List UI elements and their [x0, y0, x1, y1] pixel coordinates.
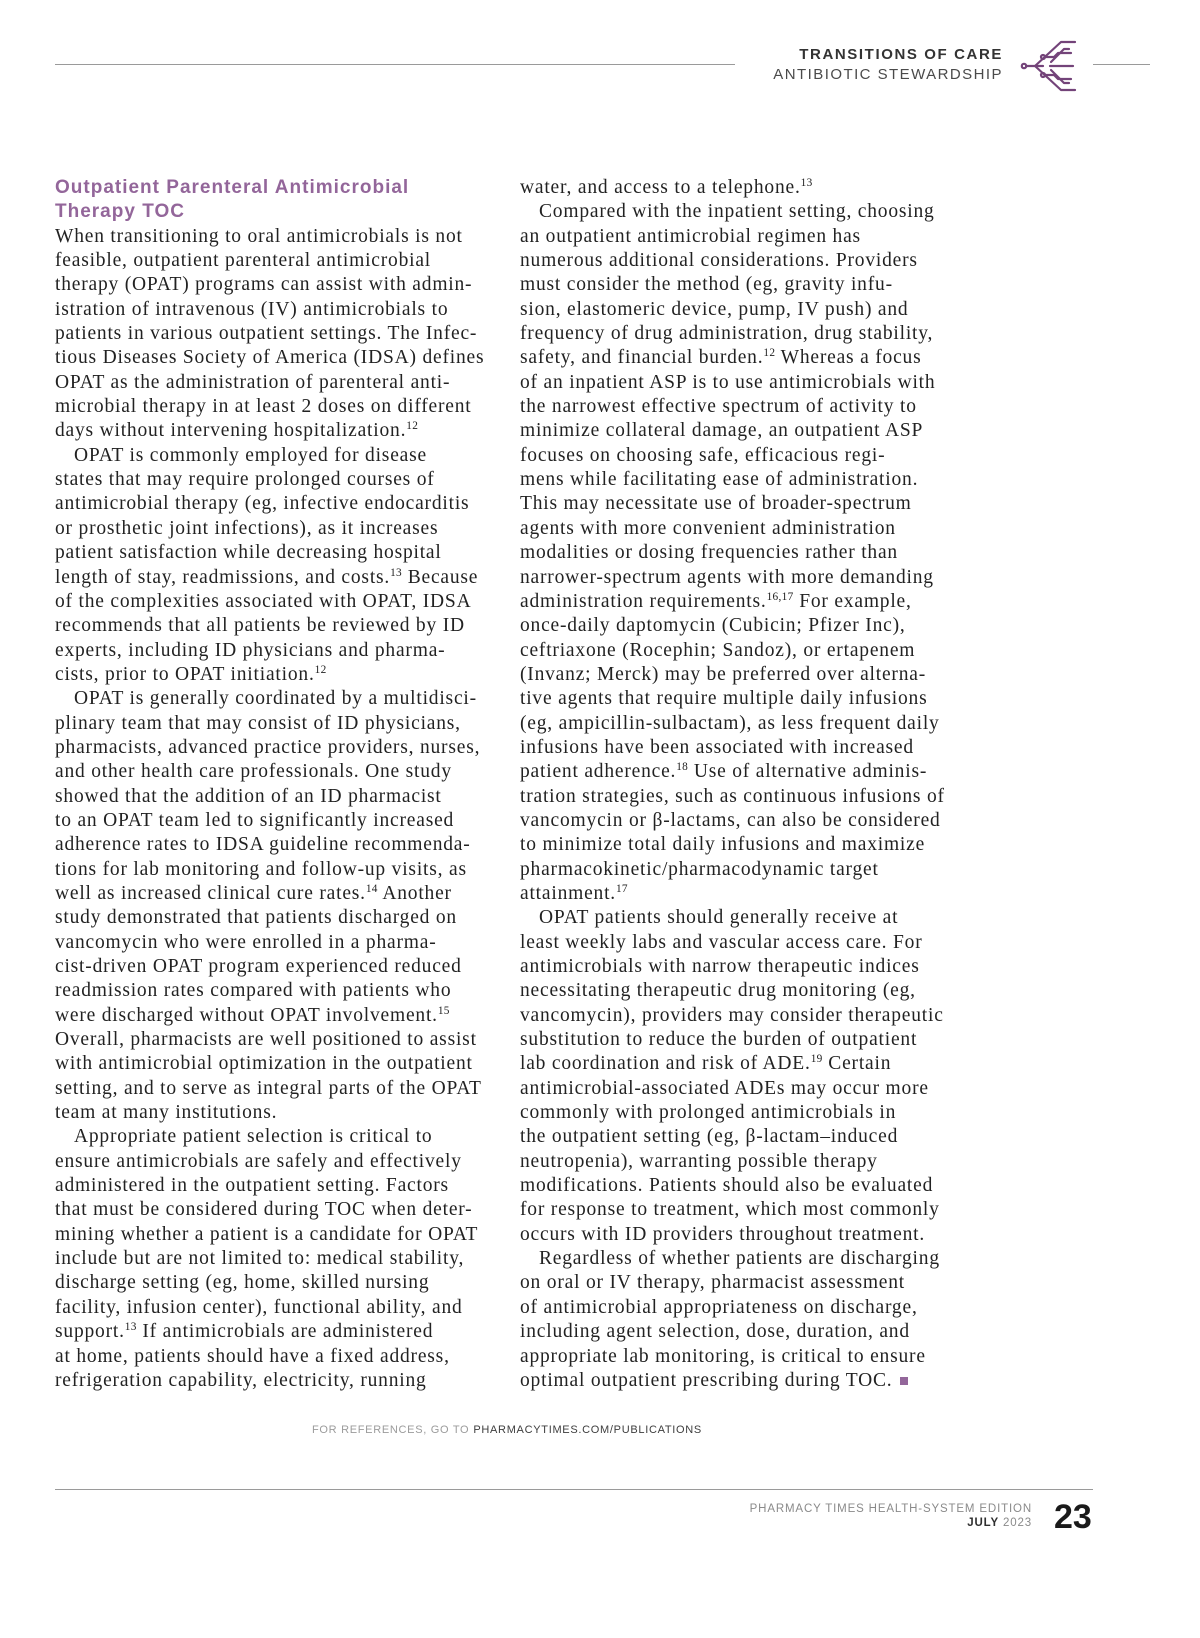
text-run: Appropriate patient selection is critical to	[74, 1126, 433, 1148]
text-run: antimicrobials with narrow therapeutic indices	[520, 956, 920, 977]
text-line	[55, 931, 505, 955]
text-line	[55, 1150, 505, 1174]
text-line	[520, 1223, 970, 1247]
text-line	[520, 517, 970, 541]
text-line	[55, 833, 505, 857]
paragraph	[55, 1125, 505, 1393]
circuit-arrow-icon	[1019, 38, 1077, 94]
text-run: When transitioning to oral antimicrobials is not	[55, 225, 463, 247]
text-line	[520, 419, 970, 443]
text-line	[55, 346, 505, 370]
text-run: modalities or dosing frequencies rather than	[520, 542, 898, 564]
text-line	[520, 833, 970, 857]
right-column	[520, 176, 970, 1393]
text-line	[520, 1052, 970, 1076]
text-run: vancomycin), providers may consider therapeutic	[520, 1004, 944, 1026]
text-run: tive agents that require multiple daily infusions	[520, 688, 928, 710]
section-heading-line: Outpatient Parenteral Antimicrobial	[55, 177, 410, 198]
text-run: cists, prior to OPAT initiation.	[55, 663, 315, 685]
text-line	[520, 979, 970, 1003]
text-line	[520, 785, 970, 809]
text-run: pharmacists, advanced practice providers, nurses,	[55, 736, 481, 758]
left-column	[55, 176, 505, 1393]
text-line	[520, 931, 970, 955]
paragraph	[55, 687, 505, 1125]
text-line	[55, 1223, 505, 1247]
text-run: Use of alternative adminis-	[688, 761, 928, 783]
text-run: cist-driven OPAT program experienced reduced	[55, 956, 462, 977]
text-line	[520, 395, 970, 419]
text-run: Certain	[822, 1053, 892, 1075]
text-run: of an inpatient ASP is to use antimicrobials with	[520, 371, 936, 393]
text-run: Because	[402, 566, 479, 588]
section-header	[773, 45, 1003, 85]
text-line	[55, 1271, 505, 1295]
text-run: infusions have been associated with increased	[520, 736, 914, 758]
text-line	[520, 541, 970, 565]
text-line	[55, 1174, 505, 1198]
references-url: PHARMACYTIMES.COM/PUBLICATIONS	[473, 1424, 702, 1436]
publication-name: PHARMACY TIMES HEALTH-SYSTEM EDITION	[749, 1503, 1032, 1515]
end-mark-square-icon	[900, 1377, 908, 1385]
text-run: substitution to reduce the burden of outpatient	[520, 1029, 918, 1051]
citation-superscript: 13	[124, 1321, 137, 1334]
citation-superscript: 18	[676, 761, 689, 774]
text-run: well as increased clinical cure rates.	[55, 882, 366, 904]
text-run: OPAT patients should generally receive at	[539, 907, 899, 929]
text-line	[520, 1125, 970, 1149]
text-line	[520, 566, 970, 590]
text-line	[55, 298, 505, 322]
text-run: microbial therapy in at least 2 doses on different	[55, 396, 472, 418]
text-line	[55, 858, 505, 882]
text-run: patient satisfaction while decreasing hospital	[55, 542, 442, 564]
text-run: the outpatient setting (eg, β-lactam–induced	[520, 1126, 899, 1148]
text-run: water, and access to a telephone.	[520, 177, 801, 198]
text-run: tious Diseases Society of America (IDSA) defines	[55, 347, 485, 369]
text-line	[55, 1125, 505, 1149]
text-line	[520, 1296, 970, 1320]
text-run: mining whether a patient is a candidate for OPAT	[55, 1223, 479, 1245]
text-line	[55, 225, 505, 249]
text-line	[520, 444, 970, 468]
text-run: on oral or IV therapy, pharmacist assessment	[520, 1272, 906, 1294]
text-line	[520, 176, 970, 200]
text-run: tions for lab monitoring and follow-up visits, as	[55, 858, 467, 880]
text-run: days without intervening hospitalization.	[55, 420, 407, 442]
text-line	[520, 1247, 970, 1271]
text-line	[520, 273, 970, 297]
citation-superscript: 13	[800, 177, 813, 189]
references-prefix: FOR REFERENCES, GO TO	[312, 1424, 470, 1436]
text-run: an outpatient antimicrobial regimen has	[520, 225, 861, 247]
text-run: (eg, ampicillin-sulbactam), as less frequent daily	[520, 712, 940, 734]
text-run: for response to treatment, which most commonly	[520, 1199, 940, 1221]
text-run: support.	[55, 1321, 125, 1343]
text-line	[520, 1271, 970, 1295]
text-line	[520, 1320, 970, 1344]
text-line	[520, 1174, 970, 1198]
text-line	[520, 906, 970, 930]
text-run: study demonstrated that patients discharged on	[55, 907, 457, 929]
text-run: Compared with the inpatient setting, choosing	[539, 201, 935, 223]
text-line	[520, 1150, 970, 1174]
text-run: readmission rates compared with patients who	[55, 980, 452, 1002]
text-run: discharge setting (eg, home, skilled nursing	[55, 1272, 430, 1294]
text-run: agents with more convenient administration	[520, 517, 896, 539]
paragraph	[55, 225, 505, 444]
text-line	[55, 639, 505, 663]
text-run: that must be considered during TOC when deter-	[55, 1199, 473, 1221]
text-line	[55, 1028, 505, 1052]
text-line	[55, 419, 505, 443]
text-run: sion, elastomeric device, pump, IV push) and	[520, 298, 909, 320]
text-line	[520, 225, 970, 249]
paragraph	[520, 176, 970, 200]
text-line	[55, 1320, 505, 1344]
text-run: refrigeration capability, electricity, running	[55, 1369, 427, 1391]
text-line	[520, 1004, 970, 1028]
text-line	[55, 371, 505, 395]
text-run: pharmacokinetic/pharmacodynamic target	[520, 858, 879, 880]
text-run: showed that the addition of an ID pharmacist	[55, 785, 442, 807]
citation-superscript: 12	[406, 420, 419, 433]
section-title: TRANSITIONS OF CARE	[799, 46, 1003, 63]
text-run: narrower-spectrum agents with more demanding	[520, 566, 934, 588]
text-run: minimize collateral damage, an outpatient ASP	[520, 420, 924, 442]
text-line	[520, 614, 970, 638]
text-line	[520, 736, 970, 760]
text-line	[55, 906, 505, 930]
text-run: Whereas a focus	[775, 347, 922, 369]
text-run: states that may require prolonged courses of	[55, 469, 435, 491]
footer-rule	[55, 1489, 1093, 1490]
text-line	[55, 809, 505, 833]
text-run: mens while facilitating ease of administration.	[520, 469, 919, 491]
text-line	[55, 249, 505, 273]
text-run: at home, patients should have a fixed address,	[55, 1345, 450, 1367]
text-line	[55, 566, 505, 590]
text-run: setting, and to serve as integral parts of the OPAT	[55, 1077, 482, 1099]
citation-superscript: 15	[437, 1004, 450, 1017]
text-line	[55, 444, 505, 468]
text-run: including agent selection, dose, duration, and	[520, 1321, 910, 1343]
header-rule-left	[55, 64, 735, 65]
text-line	[520, 371, 970, 395]
text-line	[55, 468, 505, 492]
issue-month: JULY	[967, 1517, 1000, 1529]
text-run: adherence rates to IDSA guideline recommenda-	[55, 834, 471, 856]
text-run: frequency of drug administration, drug stability,	[520, 323, 934, 345]
text-run: of the complexities associated with OPAT, IDSA	[55, 590, 472, 612]
text-line	[520, 687, 970, 711]
footer-info	[750, 1502, 1032, 1530]
text-run: ensure antimicrobials are safely and effectively	[55, 1150, 462, 1172]
text-line	[520, 492, 970, 516]
text-line	[520, 249, 970, 273]
text-run: of antimicrobial appropriateness on discharge,	[520, 1296, 918, 1318]
text-line	[55, 590, 505, 614]
text-line	[55, 273, 505, 297]
text-line	[55, 979, 505, 1003]
right-column-body	[520, 176, 970, 1393]
header-rule-right	[1093, 64, 1150, 65]
text-line	[55, 785, 505, 809]
text-line	[520, 1345, 970, 1369]
text-run: modifications. Patients should also be evaluated	[520, 1175, 934, 1197]
text-line	[520, 322, 970, 346]
section-heading	[55, 176, 505, 225]
text-run: tration strategies, such as continuous infusions of	[520, 785, 945, 807]
text-line	[520, 809, 970, 833]
text-line	[520, 468, 970, 492]
text-line	[520, 1369, 970, 1393]
text-run: optimal outpatient prescribing during TOC.	[520, 1369, 893, 1391]
text-line	[55, 760, 505, 784]
section-subtitle: ANTIBIOTIC STEWARDSHIP	[773, 66, 1003, 83]
citation-superscript: 12	[314, 663, 327, 676]
text-run: antimicrobial therapy (eg, infective endocarditis	[55, 493, 470, 515]
text-run: must consider the method (eg, gravity infu-	[520, 274, 893, 296]
text-run: istration of intravenous (IV) antimicrobials to	[55, 298, 449, 320]
citation-superscript: 13	[390, 566, 403, 579]
text-run: OPAT is generally coordinated by a multidisci-	[74, 688, 477, 710]
text-run: focuses on choosing safe, efficacious regi-	[520, 444, 886, 466]
text-run: antimicrobial-associated ADEs may occur more	[520, 1077, 929, 1099]
text-line	[55, 663, 505, 687]
text-line	[55, 712, 505, 736]
text-run: feasible, outpatient parenteral antimicrobial	[55, 250, 432, 272]
text-line	[55, 541, 505, 565]
text-run: lab coordination and risk of ADE.	[520, 1053, 811, 1075]
text-line	[520, 200, 970, 224]
citation-superscript: 16,17	[766, 590, 794, 603]
text-run: This may necessitate use of broader-spectrum	[520, 493, 912, 515]
text-run: Regardless of whether patients are discharging	[539, 1248, 940, 1270]
issue-date	[750, 1516, 1032, 1530]
text-line	[55, 1296, 505, 1320]
text-run: necessitating therapeutic drug monitoring (eg,	[520, 980, 916, 1002]
text-line	[520, 346, 970, 370]
text-run: with antimicrobial optimization in the outpatient	[55, 1053, 473, 1075]
text-line	[520, 663, 970, 687]
text-line	[520, 882, 970, 906]
text-run: For example,	[793, 590, 912, 612]
text-run: include but are not limited to: medical stability,	[55, 1248, 465, 1270]
paragraph	[55, 444, 505, 687]
text-run: vancomycin who were enrolled in a pharma-	[55, 931, 437, 953]
text-run: Overall, pharmacists are well positioned to assist	[55, 1029, 477, 1051]
text-line	[55, 517, 505, 541]
text-line	[520, 639, 970, 663]
text-run: least weekly labs and vascular access care. For	[520, 931, 923, 953]
text-run: team at many institutions.	[55, 1102, 278, 1124]
text-line	[55, 1077, 505, 1101]
text-run: plinary team that may consist of ID physicians,	[55, 712, 461, 734]
text-run: were discharged without OPAT involvement.	[55, 1004, 438, 1026]
text-run: to an OPAT team led to significantly increased	[55, 809, 455, 831]
text-run: facility, infusion center), functional ability, and	[55, 1296, 463, 1318]
text-run: commonly with prolonged antimicrobials in	[520, 1102, 897, 1124]
paragraph	[520, 200, 970, 906]
left-column-body	[55, 225, 505, 1394]
text-line	[55, 1369, 505, 1393]
text-run: OPAT as the administration of parenteral anti-	[55, 371, 451, 393]
text-run: numerous additional considerations. Providers	[520, 250, 918, 272]
text-line	[55, 882, 505, 906]
text-line	[55, 492, 505, 516]
text-line	[520, 858, 970, 882]
text-line	[520, 298, 970, 322]
text-run: Another	[377, 882, 452, 904]
text-run: safety, and financial burden.	[520, 347, 764, 369]
text-line	[520, 712, 970, 736]
text-line	[55, 1247, 505, 1271]
text-run: or prosthetic joint infections), as it increases	[55, 517, 439, 539]
citation-superscript: 14	[365, 882, 378, 895]
text-run: attainment.	[520, 882, 616, 904]
citation-superscript: 12	[763, 347, 776, 360]
text-run: OPAT is commonly employed for disease	[74, 444, 427, 466]
text-run: appropriate lab monitoring, is critical to ensure	[520, 1345, 926, 1367]
text-run: occurs with ID providers throughout treatment.	[520, 1223, 926, 1245]
text-run: therapy (OPAT) programs can assist with admin-	[55, 274, 473, 296]
page-number: 23	[1054, 1498, 1092, 1536]
text-line	[520, 1028, 970, 1052]
text-line	[520, 760, 970, 784]
citation-superscript: 17	[615, 882, 628, 895]
text-line	[55, 395, 505, 419]
text-line	[55, 1004, 505, 1028]
text-run: administration requirements.	[520, 590, 767, 612]
paragraph	[520, 1247, 970, 1393]
text-run: the narrowest effective spectrum of activity to	[520, 396, 917, 418]
section-heading-line: Therapy TOC	[55, 201, 185, 223]
text-line	[55, 1052, 505, 1076]
text-run: recommends that all patients be reviewed by ID	[55, 615, 465, 637]
text-line	[55, 955, 505, 979]
text-line	[55, 687, 505, 711]
references-note	[312, 1422, 702, 1438]
text-run: ceftriaxone (Rocephin; Sandoz), or ertapenem	[520, 639, 916, 661]
text-line	[520, 590, 970, 614]
text-line	[520, 1198, 970, 1222]
text-run: experts, including ID physicians and pharma-	[55, 639, 446, 661]
text-line	[55, 322, 505, 346]
paragraph	[520, 906, 970, 1247]
text-line	[55, 1101, 505, 1125]
text-run: and other health care professionals. One study	[55, 761, 452, 783]
text-line	[520, 1101, 970, 1125]
text-run: patient adherence.	[520, 761, 677, 783]
text-run: to minimize total daily infusions and maximize	[520, 834, 926, 856]
text-run: once-daily daptomycin (Cubicin; Pfizer Inc),	[520, 615, 906, 637]
text-run: If antimicrobials are administered	[136, 1321, 434, 1343]
text-run: patients in various outpatient settings. The Infec-	[55, 323, 478, 345]
text-line	[520, 955, 970, 979]
text-run: (Invanz; Merck) may be preferred over alterna-	[520, 663, 927, 685]
text-run: length of stay, readmissions, and costs.	[55, 566, 391, 588]
citation-superscript: 19	[810, 1053, 823, 1066]
text-line	[520, 1077, 970, 1101]
text-line	[55, 614, 505, 638]
text-line	[55, 1345, 505, 1369]
issue-year: 2023	[1003, 1517, 1032, 1529]
text-run: vancomycin or β-lactams, can also be considered	[520, 809, 941, 831]
text-line	[55, 1198, 505, 1222]
text-line	[55, 736, 505, 760]
text-run: neutropenia), warranting possible therapy	[520, 1150, 878, 1172]
text-run: administered in the outpatient setting. Factors	[55, 1175, 449, 1197]
